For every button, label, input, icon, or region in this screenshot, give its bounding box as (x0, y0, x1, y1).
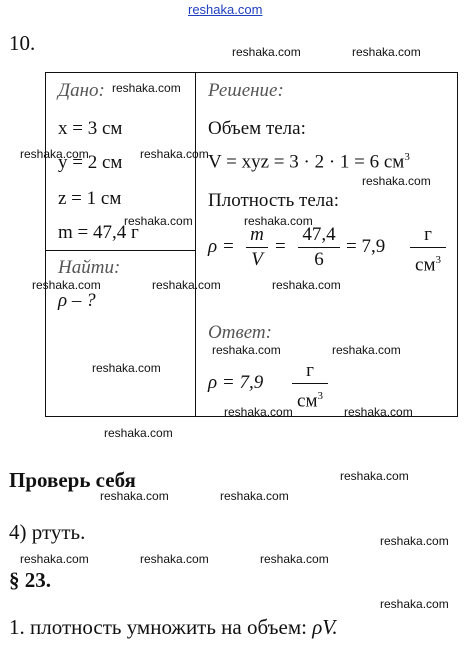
answer-item-1-text: 1. плотность умножить на объем: (9, 615, 307, 639)
density-unit-num: г (424, 224, 432, 245)
watermark: reshaka.com (260, 552, 329, 566)
volume-formula-exp: 3 (404, 151, 410, 163)
given-z: z = 1 см (58, 188, 122, 209)
watermark: reshaka.com (140, 147, 209, 161)
watermark: reshaka.com (100, 489, 169, 503)
watermark: reshaka.com (124, 214, 193, 228)
check-answer: 4) ртуть. (9, 520, 86, 544)
watermark: reshaka.com (112, 81, 181, 95)
watermark: reshaka.com (352, 45, 421, 59)
site-link[interactable]: reshaka.com (188, 2, 263, 17)
density-eq: = (275, 236, 286, 257)
density-fraction-values (298, 224, 340, 271)
solution-heading: Решение: (208, 80, 284, 101)
watermark: reshaka.com (224, 405, 293, 419)
density-num-value: 47,4 (302, 224, 336, 245)
problem-number: 10. (9, 31, 36, 55)
density-num-m: m (250, 224, 264, 245)
given-x: x = 3 см (58, 118, 123, 139)
density-unit-den: $см^3$ (415, 254, 441, 276)
find-heading: Найти: (58, 257, 121, 278)
volume-formula (208, 151, 410, 173)
section-number: § 23. (9, 568, 51, 592)
answer-lhs: ρ = 7,9 (208, 372, 264, 393)
table-divider-vertical (195, 72, 196, 417)
density-den-value: 6 (314, 249, 324, 270)
check-yourself-heading: Проверь себя (9, 468, 136, 492)
watermark: reshaka.com (332, 343, 401, 357)
watermark: reshaka.com (92, 361, 161, 375)
density-fraction-symbolic (246, 224, 268, 271)
table-border-right (457, 72, 458, 417)
density-label: Плотность тела: (208, 190, 339, 211)
watermark: reshaka.com (104, 426, 173, 440)
watermark: reshaka.com (362, 174, 431, 188)
watermark: reshaka.com (152, 278, 221, 292)
volume-label: Объем тела: (208, 118, 306, 139)
answer-unit-num: г (306, 360, 314, 381)
fraction-bar (246, 247, 268, 248)
watermark: reshaka.com (380, 534, 449, 548)
answer-unit (292, 360, 328, 412)
watermark: reshaka.com (140, 552, 209, 566)
density-unit (410, 224, 446, 276)
fraction-bar (292, 383, 328, 384)
watermark: reshaka.com (244, 214, 313, 228)
answer-unit-den: $см^3$ (297, 390, 323, 412)
watermark: reshaka.com (20, 552, 89, 566)
watermark: reshaka.com (344, 405, 413, 419)
fraction-bar (298, 247, 340, 248)
density-den-v: V (251, 249, 263, 270)
answer-item-1 (9, 615, 338, 640)
watermark: reshaka.com (20, 147, 89, 161)
density-result: = 7,9 (346, 236, 386, 257)
watermark: reshaka.com (272, 278, 341, 292)
given-m: m = 47,4 г (58, 222, 139, 243)
fraction-bar (410, 247, 446, 248)
table-border-left (45, 72, 46, 417)
given-heading: Дано: (58, 80, 105, 101)
volume-formula-text: V = xyz = 3 · 2 · 1 = 6 см (208, 151, 405, 173)
watermark: reshaka.com (212, 343, 281, 357)
given-y: y = 2 см (58, 152, 123, 173)
find-rho: ρ – ? (58, 290, 96, 311)
watermark: reshaka.com (340, 469, 409, 483)
density-lhs: ρ = (208, 236, 235, 257)
table-border-top (45, 72, 458, 73)
answer-heading: Ответ: (208, 322, 272, 343)
table-divider-horizontal (45, 250, 195, 251)
answer-item-1-formula: ρV. (312, 615, 338, 639)
watermark: reshaka.com (220, 489, 289, 503)
watermark: reshaka.com (32, 278, 101, 292)
watermark: reshaka.com (232, 45, 301, 59)
watermark: reshaka.com (380, 597, 449, 611)
